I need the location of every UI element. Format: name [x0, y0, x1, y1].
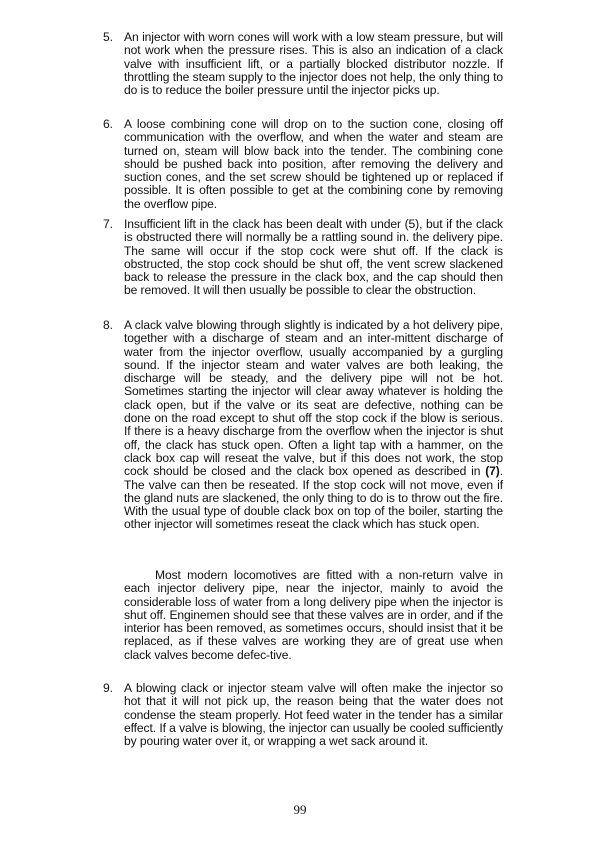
- cross-reference: (7): [485, 464, 500, 479]
- item-number: 9.: [103, 681, 113, 695]
- item-number: 5.: [103, 30, 113, 44]
- item-text-part-a: A clack valve blowing through slightly is indicated by a hot delivery pipe, together with a discharge of steam and an inter-mittent discharge of water from the injector overflow, usually accompanied by a gurgling sound. If the injector steam and water valves are both leaking, the discharge will be steady, and the delivery pipe will not be hot. Sometimes starting the injector will clear away whatever is holding the clack open, but if the valve or its seat are defective, nothing can be done on the road except to shut off the stop cock if the blow is serious. If there is a heavy discharge from the overflow when the injector is shut off, the clack has stuck open. Often a light tap with a hammer, on the clack box cap will reseat the valve, but if this does not work, the stop cock should be closed and the clack box opened as described in: [124, 318, 503, 479]
- item-number: 7.: [103, 217, 113, 231]
- list-item-7: [103, 218, 503, 298]
- item-text: A blowing clack or injector steam valve will often make the injector so hot that it will not pick up, the reason being that the water does not condense the steam properly. Hot feed water in the tender has a similar effect. If a valve is blowing, the injector can usually be cooled sufficiently by pouring water over it, or wrapping a wet sack around it.: [124, 681, 503, 749]
- list-item-5: [103, 31, 503, 97]
- item-text: An injector with worn cones will work with a low steam pressure, but will not work when the pressure rises. This is also an indication of a clack valve with insufficient lift, or a partially blocked distributor nozzle. If throttling the steam supply to the injector does not help, the only thing to do is to reduce the boiler pressure until the injector picks up.: [124, 30, 503, 98]
- item-number: 8.: [103, 318, 113, 332]
- page-number: 99: [293, 802, 307, 817]
- list-item-8: [103, 319, 503, 532]
- list-item-6: [103, 118, 503, 211]
- note-paragraph: Most modern locomotives are fitted with a non-return valve in each injector delivery pipe, near the injector, mainly to avoid the considerable loss of water from a long delivery pipe when the injector is shut off. Enginemen should see that these valves are in order, and if the interior has been removed, as sometimes occurs, should insist that it be replaced, as if these valves are working they are of great use when clack valves become defec-tive.: [124, 568, 503, 662]
- item-number: 6.: [103, 117, 113, 131]
- item-text: [124, 319, 503, 532]
- item-text: Insufficient lift in the clack has been dealt with under (5), but if the clack is obstructed there will normally be a rattling sound in. the delivery pipe. The same will occur if the stop cock were shut off. If the clack is obstructed, the stop cock should be shut off, the vent screw slackened back to release the pressure in the clack box, and the cap should then be removed. It will then usually be possible to clear the obstruction.: [124, 217, 503, 298]
- item-text-part-b: . The valve can then be reseated. If the stop cock will not move, even if the gland nuts are slackened, the only thing to do is to throw out the fire. With the usual type of double clack box on top of the boiler, starting the other injector will sometimes reseat the clack which has stuck open.: [124, 464, 503, 532]
- list-item-9: [103, 682, 503, 748]
- item-text: A loose combining cone will drop on to the suction cone, closing off communication with the overflow, and when the water and steam are turned on, steam will blow back into the tender. The combining cone should be pushed back into position, after removing the delivery and suction cones, and the set screw should be tightened up or replaced if possible. It is often possible to get at the combining cone by removing the overflow pipe.: [124, 117, 503, 211]
